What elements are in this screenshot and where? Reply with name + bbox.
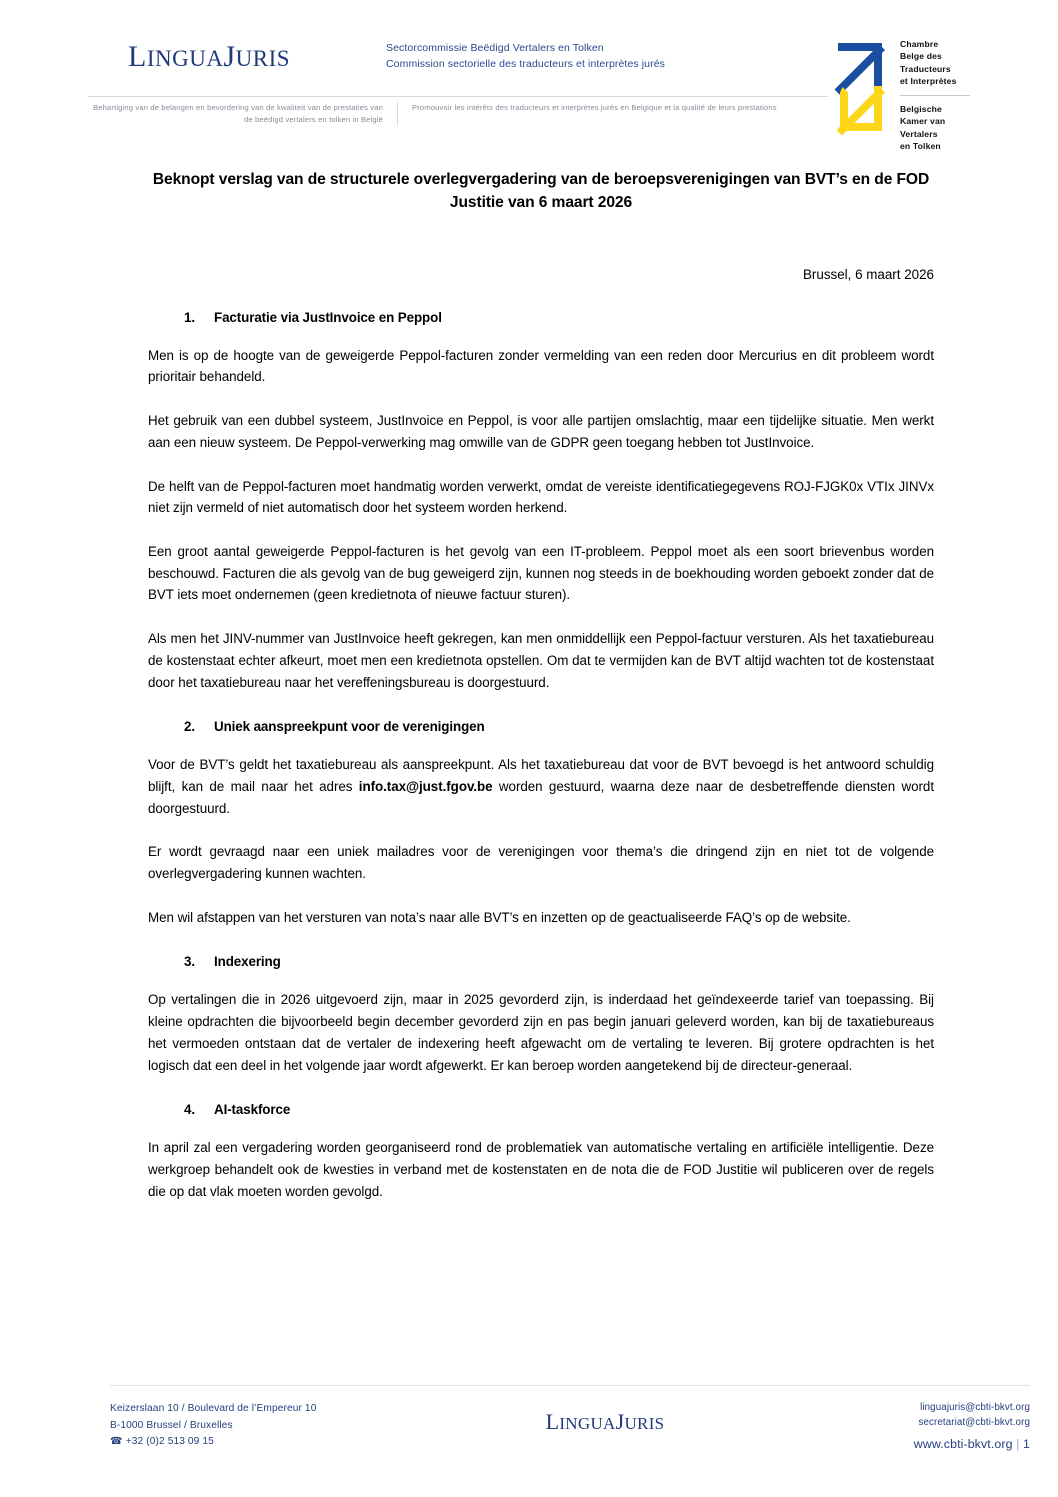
tagline-fr: Promouvoir les intérêts des traducteurs et interprètes jurés en Belgique et la qualité de leurs prestations bbox=[412, 103, 777, 112]
contact-email: info.tax@just.fgov.be bbox=[358, 778, 493, 794]
paragraph: In april zal een vergadering worden georganiseerd rond de problematiek van automatische vertaling en artificiële intelligentie. Deze werkgroep behandelt ook de kwesties in verband met de kostenstaten en de nota die de FOD Justitie wil publiceren over de regels die op dat vlak moeten worden gevolgd. bbox=[148, 1140, 934, 1199]
cbti-nl-line-4: en Tolken bbox=[900, 141, 941, 152]
paragraph: Men wil afstappen van het versturen van nota’s naar alle BVT’s en inzetten op de geactualiseerde FAQ’s op de website. bbox=[148, 909, 851, 925]
dateline: Brussel, 6 maart 2026 bbox=[803, 266, 934, 282]
address-line-2: B-1000 Brussel / Bruxelles bbox=[110, 1419, 233, 1431]
footer-content bbox=[110, 1401, 1030, 1451]
paragraph: Op vertalingen die in 2026 uitgevoerd zijn, maar in 2025 gevorderd zijn, is inderdaad het geïndexeerde tarief van toepassing. Bij kleine opdrachten die bijvoorbeeld begin december gevorderd zijn en pas begin januari geleverd worden, kan bij de taxatiebureaus het vermoeden ontstaan dat de vertaler de indexering heeft afgewacht om de vertaling te leveren. Bij grotere opdrachten is het logisch dat een deel in het volgende jaar wordt afgewerkt. Er kan beroep worden aangetekend bij de directeur-generaal. bbox=[148, 992, 934, 1073]
section-title-1: Facturatie via JustInvoice en Peppol bbox=[214, 309, 442, 325]
paragraph: De helft van de Peppol-facturen moet handmatig worden verwerkt, omdat de vereiste identificatiegegevens ROJ-FJGK0x VTIx JINVx niet zijn vermeld of niet automatisch door het systeem worden herkend. bbox=[148, 478, 934, 516]
footer-emails bbox=[770, 1401, 1030, 1430]
cbti-nl-line-2: Kamer van bbox=[900, 116, 946, 127]
cbti-bkvt-logo-block bbox=[830, 30, 1002, 153]
section-number-3: 3. bbox=[184, 954, 195, 970]
address-line-1: Keizerslaan 10 / Boulevard de l’Empereur 10 bbox=[110, 1403, 317, 1414]
phone-row bbox=[110, 1434, 440, 1451]
cbti-fr-line-3: Traducteurs bbox=[900, 63, 951, 74]
email-secretariat[interactable]: secretariat@cbti-bkvt.org bbox=[918, 1416, 1030, 1428]
paragraph: Het gebruik van een dubbel systeem, JustInvoice en Peppol, is voor alle partijen omslachtig, maar een tijdelijke situatie. Men werkt aan een nieuw systeem. De Peppol-verwerking mag omwille van de GDPR geen toegang hebben tot JustInvoice. bbox=[148, 413, 934, 450]
sector-title-nl: Sectorcommissie Beëdigd Vertalers en Tolken bbox=[386, 42, 604, 54]
email-linguajuris[interactable]: linguajuris@cbti-bkvt.org bbox=[920, 1402, 1030, 1413]
section-heading-1 bbox=[148, 310, 934, 325]
tagline-nl: Behartiging van de belangen en bevordering van de kwaliteit van de prestaties van de beëdigd vertalers en tolken in België bbox=[88, 102, 398, 126]
page-footer bbox=[110, 1385, 1030, 1471]
section-title-3: Indexering bbox=[214, 954, 281, 970]
paragraph-text-before: Voor de BVT’s geldt het taxatiebureau als aanspreekpunt. Als het taxatiebureau dat voor de BVT bevoegd is het antwoord schuldig blijft, kan de mail naar het adres bbox=[148, 757, 934, 794]
page-header bbox=[88, 30, 1028, 160]
paragraph: Als men het JINV-nummer van JustInvoice heeft gekregen, kan men onmiddellijk een Peppol-factuur versturen. Als het taxatiebureau de kostenstaat echter afkeurt, moet men een kredietnota opstellen. Om dat te vermijden kan de BVT altijd wachten tot de kostenstaat door het taxatiebureau naar het vereffeningsbureau is doorgestuurd. bbox=[148, 631, 934, 690]
cbti-organisation-name bbox=[900, 30, 970, 153]
cbti-fr-line-1: Chambre bbox=[900, 39, 939, 49]
section-heading-2 bbox=[148, 719, 934, 734]
cbti-nl-line-3: Vertalers bbox=[900, 128, 938, 139]
paragraph: Men is op de hoogte van de geweigerde Peppol-facturen zonder vermelding van een reden door Mercurius en dit probleem wordt prioritair behandeld. bbox=[148, 347, 934, 385]
page-title: Beknopt verslag van de structurele overlegvergadering van de beroepsverenigingen van BVT’s en de FOD Justitie van 6 maart 2026 bbox=[152, 171, 930, 212]
section-number-1: 1. bbox=[184, 309, 195, 325]
footer-separator: | bbox=[1016, 1437, 1020, 1452]
section-title-4: AI-taskforce bbox=[214, 1102, 291, 1118]
footer-website-row bbox=[770, 1437, 1030, 1451]
paragraph-text-after: worden gestuurd, waarna deze naar de desbetreffende diensten wordt doorgestuurd. bbox=[148, 778, 934, 816]
section-number-2: 2. bbox=[184, 719, 195, 735]
section-heading-4 bbox=[148, 1102, 934, 1117]
sector-title-fr: Commission sectorielle des traducteurs et interprètes jurés bbox=[386, 58, 666, 71]
footer-linguajuris-logo: LINGUAJURIS bbox=[545, 1409, 665, 1434]
cbti-fr-line-2: Belge des bbox=[900, 51, 942, 62]
section-heading-3 bbox=[148, 954, 934, 969]
section-number-4: 4. bbox=[184, 1102, 195, 1118]
page-number: 1 bbox=[1023, 1437, 1030, 1452]
website-link[interactable]: www.cbti-bkvt.org bbox=[913, 1437, 1013, 1452]
paragraph: Een groot aantal geweigerde Peppol-facturen is het gevolg van een IT-probleem. Peppol moet als een soort brievenbus worden beschouwd. Facturen die als gevolg van de bug geweigerd zijn, kunnen nog steeds in de boekhouding worden geboekt zonder dat de BVT iets moet ondernemen (geen kredietnota of nieuwe factuur sturen). bbox=[148, 544, 934, 603]
cbti-nl-line-1: Belgische bbox=[900, 103, 942, 114]
paragraph-with-email bbox=[148, 754, 934, 819]
header-divider bbox=[88, 96, 828, 97]
phone-number: +32 (0)2 513 09 15 bbox=[125, 1436, 214, 1448]
footer-contact bbox=[770, 1401, 1030, 1451]
z-mark-icon bbox=[830, 30, 892, 148]
paragraph: Er wordt gevraagd naar een uniek mailadres voor de verenigingen voor thema’s die dringend zijn en niet tot de volgende overlegvergadering kunnen wachten. bbox=[148, 844, 934, 882]
cbti-divider bbox=[900, 95, 970, 96]
phone-icon: ☎ bbox=[110, 1436, 123, 1448]
document-body bbox=[148, 168, 934, 1224]
header-taglines bbox=[88, 102, 828, 126]
footer-divider bbox=[110, 1385, 1030, 1386]
linguajuris-logo: LINGUAJURIS bbox=[128, 40, 291, 73]
cbti-fr-line-4: et Interprètes bbox=[900, 76, 957, 87]
footer-address bbox=[110, 1401, 440, 1451]
section-title-2: Uniek aanspreekpunt voor de verenigingen bbox=[214, 719, 485, 735]
